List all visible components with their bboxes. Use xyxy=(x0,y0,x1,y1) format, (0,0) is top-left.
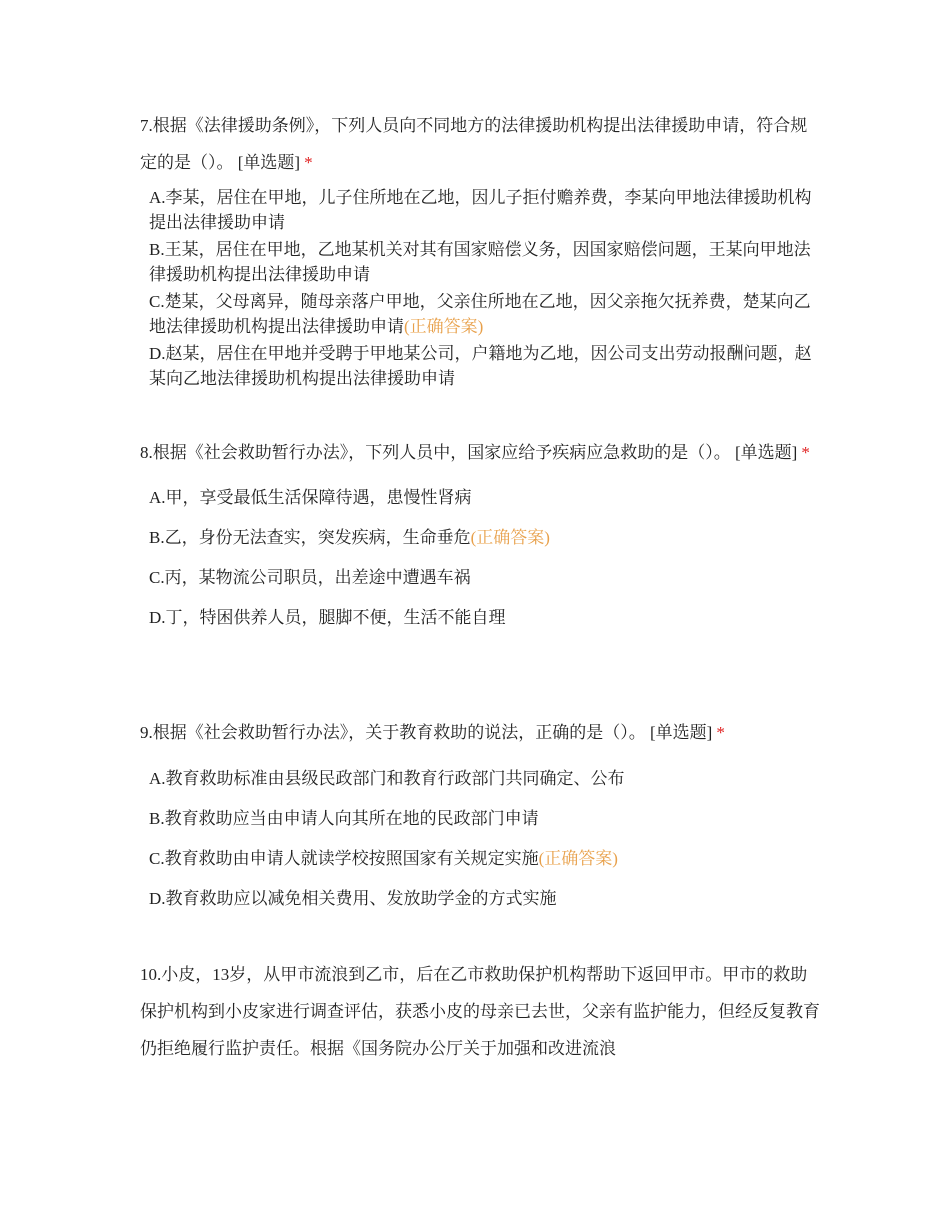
question-text: 7.根据《法律援助条例》，下列人员向不同地方的法律援助机构提出法律援助申请，符合规定的是（）。 xyxy=(140,116,808,172)
option-c[interactable] xyxy=(149,289,820,339)
required-star-icon: * xyxy=(304,153,313,172)
option-list xyxy=(140,759,820,919)
correct-answer-mark: (正确答案) xyxy=(470,528,550,547)
question-stem xyxy=(140,956,820,1067)
question-stem xyxy=(140,434,820,471)
question-text: 10.小皮，13岁，从甲市流浪到乙市，后在乙市救助保护机构帮助下返回甲市。甲市的救助保护机构到小皮家进行调查评估，获悉小皮的母亲已去世，父亲有监护能力，但经反复教育仍拒绝履行监护责任。根据《国务院办公厅关于加强和改进流浪 xyxy=(140,965,820,1058)
question-text: 8.根据《社会救助暂行办法》，下列人员中，国家应给予疾病应急救助的是（）。 xyxy=(140,443,731,462)
question-type-label: [单选题] xyxy=(735,443,798,462)
option-a[interactable] xyxy=(149,185,820,235)
option-text: C.楚某，父母离异，随母亲落户甲地，父亲住所地在乙地，因父亲拖欠抚养费，楚某向乙地法律援助机构提出法律援助申请 xyxy=(149,292,811,336)
question-stem xyxy=(140,714,820,751)
correct-answer-mark: (正确答案) xyxy=(538,849,618,868)
option-d[interactable] xyxy=(149,598,820,638)
option-text: A.甲，享受最低生活保障待遇，患慢性肾病 xyxy=(149,488,472,507)
option-c[interactable] xyxy=(149,558,820,598)
question-7 xyxy=(140,107,820,393)
option-text: D.丁，特困供养人员，腿脚不便，生活不能自理 xyxy=(149,608,506,627)
option-text: B.王某，居住在甲地，乙地某机关对其有国家赔偿义务，因国家赔偿问题，王某向甲地法律援助机构提出法律援助申请 xyxy=(149,240,811,284)
required-star-icon: * xyxy=(801,443,810,462)
question-stem xyxy=(140,107,820,181)
option-text: B.乙，身份无法查实，突发疾病，生命垂危 xyxy=(149,528,471,547)
question-8 xyxy=(140,434,820,638)
option-text: A.教育救助标准由县级民政部门和教育行政部门共同确定、公布 xyxy=(149,769,625,788)
option-b[interactable] xyxy=(149,237,820,287)
option-c[interactable] xyxy=(149,839,820,879)
option-a[interactable] xyxy=(149,759,820,799)
option-text: C.丙，某物流公司职员，出差途中遭遇车祸 xyxy=(149,568,471,587)
question-type-label: [单选题] xyxy=(650,723,713,742)
question-9 xyxy=(140,714,820,919)
question-10 xyxy=(140,956,820,1067)
question-type-label: [单选题] xyxy=(237,153,301,172)
option-list xyxy=(140,478,820,638)
option-b[interactable] xyxy=(149,799,820,839)
option-text: B.教育救助应当由申请人向其所在地的民政部门申请 xyxy=(149,809,539,828)
required-star-icon: * xyxy=(716,723,725,742)
correct-answer-mark: (正确答案) xyxy=(404,317,484,336)
option-list xyxy=(140,185,820,391)
option-text: A.李某，居住在甲地，儿子住所地在乙地，因儿子拒付赡养费，李某向甲地法律援助机构提出法律援助申请 xyxy=(149,188,812,232)
question-text: 9.根据《社会救助暂行办法》，关于教育救助的说法，正确的是（）。 xyxy=(140,723,646,742)
option-text: D.赵某，居住在甲地并受聘于甲地某公司，户籍地为乙地，因公司支出劳动报酬问题，赵某向乙地法律援助机构提出法律援助申请 xyxy=(149,344,812,388)
option-d[interactable] xyxy=(149,341,820,391)
option-text: D.教育救助应以减免相关费用、发放助学金的方式实施 xyxy=(149,889,557,908)
option-a[interactable] xyxy=(149,478,820,518)
option-b[interactable] xyxy=(149,518,820,558)
option-text: C.教育救助由申请人就读学校按照国家有关规定实施 xyxy=(149,849,539,868)
option-d[interactable] xyxy=(149,879,820,919)
